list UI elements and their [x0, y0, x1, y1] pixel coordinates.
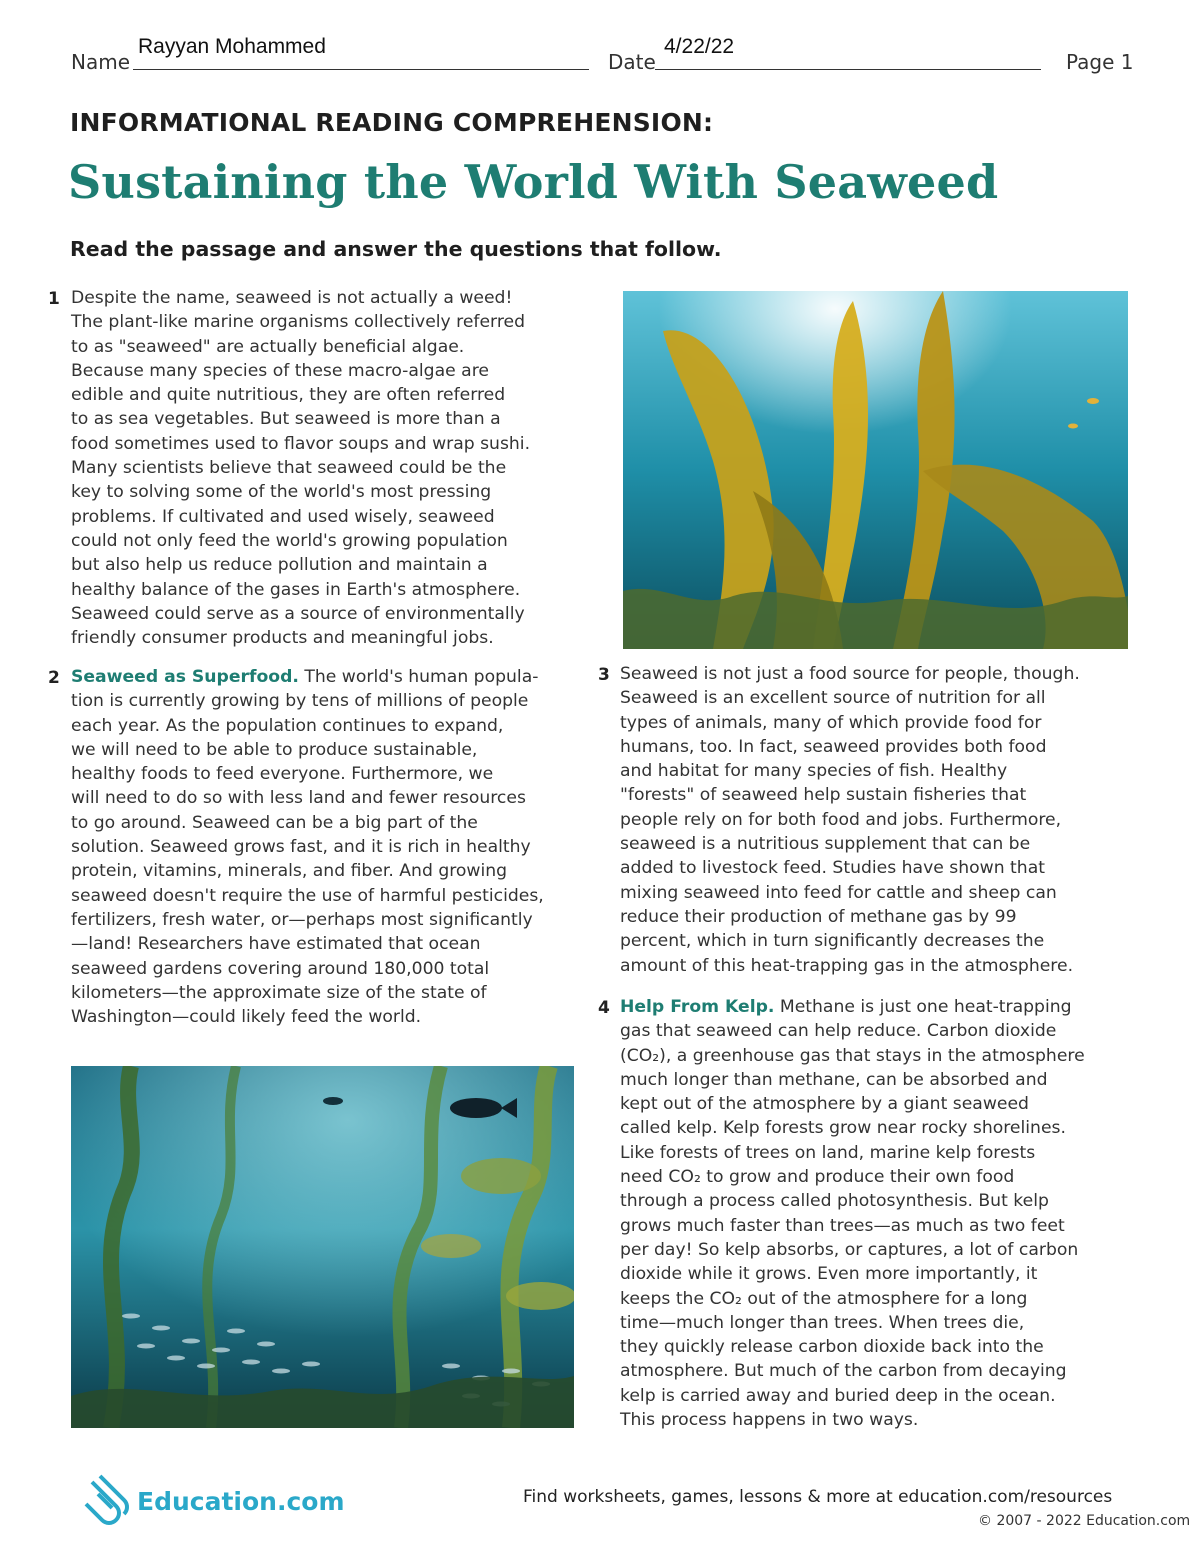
paragraph-line: percent, which in turn significantly decreases the: [620, 931, 1045, 952]
paragraph-line: atmosphere. But much of the carbon from decaying: [620, 1361, 1067, 1382]
paragraph-line: grows much faster than trees—as much as two feet: [620, 1215, 1065, 1236]
paragraph-line: Because many species of these macro-algae are: [71, 360, 489, 381]
paragraph-line: much longer than methane, can be absorbed and: [620, 1069, 1048, 1090]
paragraph-line: problems. If cultivated and used wisely, seaweed: [71, 506, 495, 527]
paragraph-line: key to solving some of the world's most pressing: [71, 482, 492, 503]
paragraph-line: Seaweed is an excellent source of nutrition for all: [620, 688, 1046, 709]
paragraph-line: healthy foods to feed everyone. Furthermore, we: [71, 764, 494, 785]
paragraph-line: could not only feed the world's growing population: [71, 530, 508, 551]
paragraph-line: Washington—could likely feed the world.: [71, 1007, 422, 1028]
paragraph-line: we will need to be able to produce sustainable,: [71, 739, 478, 760]
paragraph-line: kelp is carried away and buried deep in the ocean.: [620, 1385, 1056, 1406]
paragraph-line: fertilizers, fresh water, or—perhaps most significantly: [71, 909, 533, 930]
paragraph-line: types of animals, many of which provide food for: [620, 712, 1042, 733]
paragraph-line: humans, too. In fact, seaweed provides both food: [620, 736, 1047, 757]
paragraph-line: called kelp. Kelp forests grow near rocky shorelines.: [620, 1118, 1066, 1139]
name-label: Name: [71, 50, 131, 74]
paragraph-number: 1: [48, 289, 60, 309]
paragraph-line: The plant-like marine organisms collectively referred: [71, 312, 525, 333]
paragraph-line: kept out of the atmosphere by a giant seaweed: [620, 1094, 1029, 1115]
paragraph-line: —land! Researchers have estimated that ocean: [71, 934, 481, 955]
name-value: Rayyan Mohammed: [138, 35, 326, 58]
paragraph-line: will need to do so with less land and fewer resources: [71, 788, 526, 809]
paragraph-line: to go around. Seaweed can be a big part of the: [71, 812, 478, 833]
paragraph-line: This process happens in two ways.: [620, 1410, 919, 1431]
paragraph-number: 3: [598, 665, 610, 685]
paragraph-line: amount of this heat-trapping gas in the atmosphere.: [620, 955, 1074, 976]
paragraph-line: kilometers—the approximate size of the state of: [71, 982, 487, 1003]
paragraph-3: [620, 662, 1080, 978]
section-heading: Seaweed as Superfood.: [71, 667, 299, 687]
seaweed-fronds-photo: [623, 291, 1128, 649]
page-title: Sustaining the World With Seaweed: [68, 155, 999, 209]
paragraph-line: dioxide while it grows. Even more importantly, it: [620, 1264, 1038, 1285]
paragraph-line: (CO₂), a greenhouse gas that stays in the atmosphere: [620, 1045, 1085, 1066]
paragraph-text: Methane is just one heat-trapping: [774, 997, 1072, 1017]
paragraph-1: [71, 286, 530, 650]
paragraph-line: mixing seaweed into feed for cattle and sheep can: [620, 882, 1057, 903]
paragraph-line: each year. As the population continues to expand,: [71, 715, 504, 736]
paragraph-number: 4: [598, 998, 610, 1018]
name-field[interactable]: [133, 68, 589, 70]
copyright: © 2007 - 2022 Education.com: [978, 1513, 1191, 1529]
paragraph-line: per day! So kelp absorbs, or captures, a lot of carbon: [620, 1239, 1079, 1260]
paragraph-line: and habitat for many species of fish. Healthy: [620, 761, 1008, 782]
paragraph-line: Seaweed is not just a food source for people, though.: [620, 664, 1080, 684]
date-field[interactable]: [655, 68, 1041, 70]
paragraph-number: 2: [48, 668, 60, 688]
paragraph-line: need CO₂ to grow and produce their own food: [620, 1167, 1015, 1188]
worksheet-kicker: INFORMATIONAL READING COMPREHENSION:: [70, 108, 714, 137]
paragraph-text: The world's human popula-: [298, 667, 539, 687]
date-value: 4/22/22: [664, 35, 735, 58]
kelp-forest-photo: [71, 1066, 574, 1428]
paragraph-line: friendly consumer products and meaningful jobs.: [71, 628, 494, 649]
education-logo[interactable]: [80, 1472, 345, 1532]
paragraph-line: to as "seaweed" are actually beneficial algae.: [71, 336, 465, 357]
paragraph-line: they quickly release carbon dioxide back into the: [620, 1337, 1044, 1358]
paragraph-line: reduce their production of methane gas by 99: [620, 906, 1017, 927]
date-label: Date: [608, 50, 656, 74]
paragraph-line: seaweed gardens covering around 180,000 total: [71, 958, 490, 979]
paragraph-4: [620, 995, 1085, 1432]
paragraph-line: tion is currently growing by tens of millions of people: [71, 691, 529, 712]
paragraph-line: healthy balance of the gases in Earth's atmosphere.: [71, 579, 521, 600]
paperclip-icon: [80, 1472, 136, 1530]
resources-link[interactable]: Find worksheets, games, lessons & more at education.com/resources: [523, 1487, 1113, 1507]
paragraph-line: keeps the CO₂ out of the atmosphere for a long: [620, 1288, 1028, 1309]
page-number: Page 1: [1066, 50, 1134, 74]
paragraph-line: "forests" of seaweed help sustain fisheries that: [620, 785, 1027, 806]
paragraph-line: Despite the name, seaweed is not actually a weed!: [71, 288, 513, 308]
paragraph-line: food sometimes used to flavor soups and wrap sushi.: [71, 433, 531, 454]
paragraph-line: through a process called photosynthesis. But kelp: [620, 1191, 1049, 1212]
paragraph-line: gas that seaweed can help reduce. Carbon dioxide: [620, 1021, 1057, 1042]
paragraph-line: to as sea vegetables. But seaweed is more than a: [71, 409, 501, 430]
paragraph-line: people rely on for both food and jobs. Furthermore,: [620, 809, 1062, 830]
paragraph-line: time—much longer than trees. When trees die,: [620, 1312, 1025, 1333]
paragraph-line: Seaweed could serve as a source of environmentally: [71, 603, 525, 624]
paragraph-line: Like forests of trees on land, marine kelp forests: [620, 1142, 1036, 1163]
paragraph-2: [71, 665, 544, 1029]
paragraph-line: protein, vitamins, minerals, and fiber. And growing: [71, 861, 508, 882]
section-heading: Help From Kelp.: [620, 997, 775, 1017]
paragraph-line: solution. Seaweed grows fast, and it is rich in healthy: [71, 837, 531, 858]
paragraph-line: edible and quite nutritious, they are often referred: [71, 385, 506, 406]
brand-name: Education.com: [137, 1487, 345, 1516]
paragraph-line: Many scientists believe that seaweed could be the: [71, 458, 507, 479]
instructions: Read the passage and answer the questions that follow.: [70, 237, 722, 261]
paragraph-line: added to livestock feed. Studies have shown that: [620, 858, 1045, 879]
paragraph-line: but also help us reduce pollution and maintain a: [71, 555, 488, 576]
paragraph-line: seaweed is a nutritious supplement that can be: [620, 834, 1031, 855]
paragraph-line: seaweed doesn't require the use of harmful pesticides,: [71, 885, 544, 906]
